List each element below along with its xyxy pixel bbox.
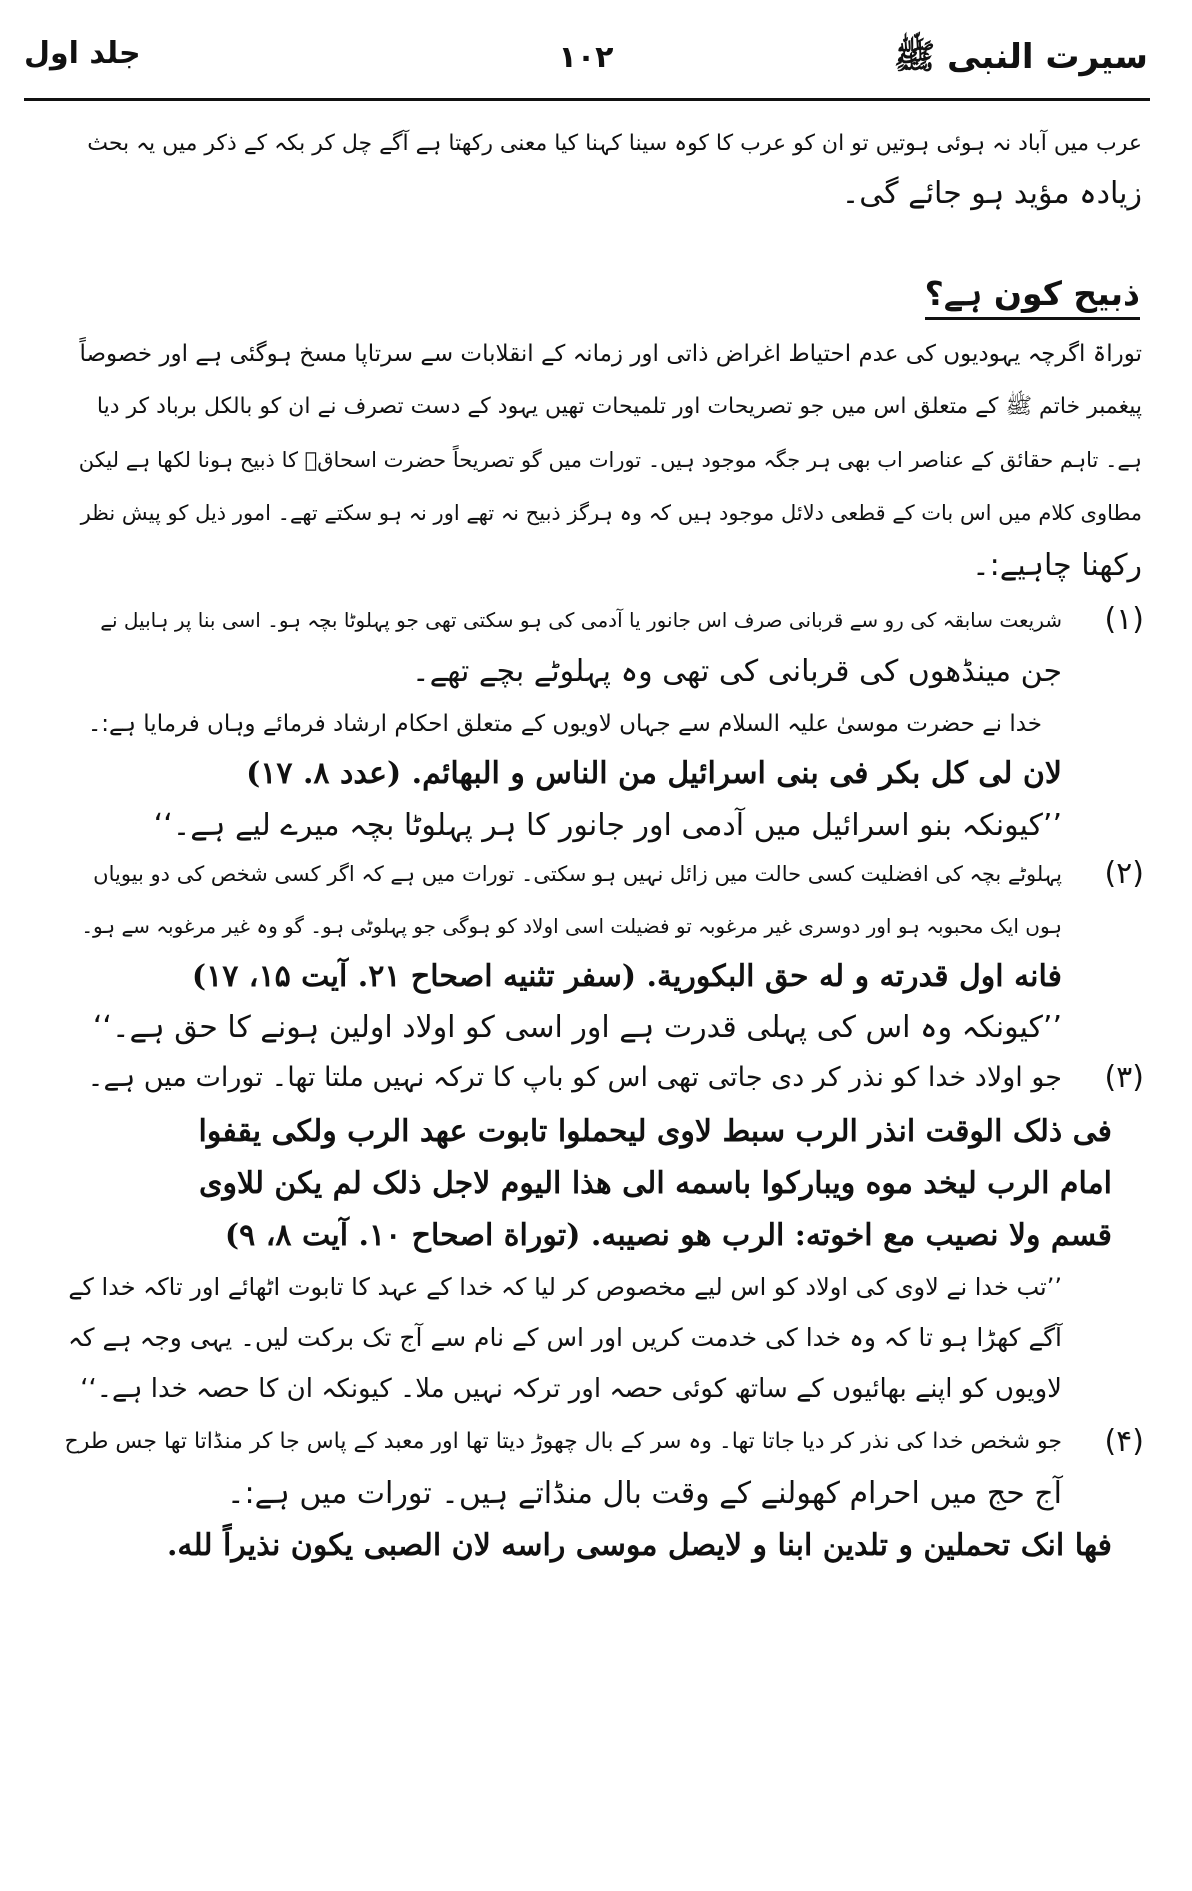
item-2-line-2: ہوں ایک محبوبہ ہو اور دوسری غیر مرغوبہ تو فضیلت اسی اولاد کو ہوگی جو پہلوٹی ہو۔ گو وہ غیر مرغوبہ سے ہو۔ — [81, 914, 1062, 938]
item-number: (۱) — [1104, 602, 1144, 637]
paragraph-line-1: توراۃ اگرچہ یہودیوں کی عدم احتیاط اغراض ذاتی اور زمانہ کے انقلابات سے سرتاپا مسخ ہوگئی ہے اور خصوصاً — [79, 341, 1142, 367]
paragraph-line-3: ہے۔ تاہم حقائق کے عناصر اب بھی ہر جگہ موجود ہیں۔ تورات میں گو تصریحاً حضرت اسحاقؑ کا ذبیح ہونا لکھا ہے لیکن — [78, 448, 1142, 472]
item-number: (۴) — [1104, 1424, 1144, 1459]
paragraph-line-2: پیغمبر خاتم ﷺ کے متعلق اس میں جو تصریحات اور تلمیحات تھیں یہود کے دست تصرف نے ان کو بالکل برباد کر دیا — [96, 394, 1142, 419]
item-4-arabic-quote: فها انک تحملين و تلدين ابنا و لايصل موسی راسه لان الصبی يكون نذيراً لله. — [166, 1528, 1112, 1563]
intro-line-2: زیادہ مؤید ہو جائے گی۔ — [841, 176, 1142, 211]
header-divider — [24, 98, 1150, 101]
item-1-line-2: جن مینڈھوں کی قربانی کی تھی وہ پہلوٹے بچے تھے۔ — [412, 654, 1062, 689]
item-number: (۳) — [1104, 1060, 1144, 1095]
item-2-translation: ’’کیونکہ وہ اس کی پہلی قدرت ہے اور اسی کو اولاد اولین ہونے کا حق ہے۔‘‘ — [92, 1010, 1062, 1045]
item-1-line-1: شریعت سابقہ کی رو سے قربانی صرف اس جانور یا آدمی کی ہو سکتی تھی جو پہلوٹا بچہ ہو۔ اسی بنا پر ہابیل نے — [100, 608, 1062, 632]
item-3-translation-1: ’’تب خدا نے لاوی کی اولاد کو اس لیے مخصوص کر لیا کہ خدا کے عہد کا تابوت اٹھائے اور تاکہ خدا کے — [68, 1273, 1062, 1301]
running-title: سیرت النبی ﷺ — [894, 37, 1148, 77]
item-1-translation: ’’کیونکہ بنو اسرائیل میں آدمی اور جانور کا ہر پہلوٹا بچہ میرے لیے ہے۔‘‘ — [153, 808, 1062, 843]
intro-line-1: عرب میں آباد نہ ہوئی ہوتیں تو ان کو عرب کا کوہ سینا کہنا کیا معنی رکھتا ہے آگے چل کر بکہ کے ذکر میں یہ بحث — [87, 131, 1142, 156]
paragraph-line-5: رکھنا چاہیے:۔ — [972, 548, 1142, 583]
item-4-line-1: جو شخص خدا کی نذر کر دیا جاتا تھا۔ وہ سر کے بال چھوڑ دیتا تھا اور معبد کے پاس جا کر منڈاتا تھا جس طرح — [64, 1429, 1062, 1454]
item-3-translation-2: آگے کھڑا ہو تا کہ وہ خدا کی خدمت کریں اور اس کے نام سے آج تک برکت لیں۔ یہی وجہ ہے کہ — [67, 1323, 1062, 1352]
item-3-arabic-2: امام الرب ليخد موه ويباركوا باسمه الی هذا اليوم لاجل ذلک لم يكن للاوی — [198, 1166, 1112, 1201]
item-3-arabic-1: فی ذلک الوقت انذر الرب سبط لاوی ليحملوا تابوت عهد الرب ولكی يقفوا — [198, 1114, 1112, 1149]
paragraph-line-4: مطاوی کلام میں اس بات کے قطعی دلائل موجود ہیں کہ وہ ہرگز ذبیح نہ تھے اور نہ ہو سکتے تھے۔ امور ذیل کو پیش نظر — [80, 501, 1142, 525]
item-4-line-2: آج حج میں احرام کھولنے کے وقت بال منڈاتے ہیں۔ تورات میں ہے:۔ — [226, 1476, 1062, 1511]
item-3-arabic-3: قسم ولا نصيب مع اخوته: الرب هو نصيبه. (توراة اصحاح ۱۰. آيت ۸، ۹) — [224, 1218, 1112, 1253]
section-heading: ذبیح کون ہے؟ — [925, 274, 1140, 320]
item-number: (۲) — [1104, 856, 1144, 891]
page-number: ۱۰۲ — [558, 40, 614, 75]
item-3-line-1: جو اولاد خدا کو نذر کر دی جاتی تھی اس کو باپ کا ترکہ نہیں ملتا تھا۔ تورات میں ہے۔ — [87, 1062, 1062, 1093]
item-2-line-1: پہلوٹے بچہ کی افضلیت کسی حالت میں زائل نہیں ہو سکتی۔ تورات میں ہے کہ اگر کسی شخص کی دو بیویاں — [93, 862, 1062, 886]
item-3-translation-3: لاویوں کو اپنے بھائیوں کے ساتھ کوئی حصہ اور ترکہ نہیں ملا۔ کیونکہ ان کا حصہ خدا ہے۔‘‘ — [80, 1374, 1062, 1404]
item-1-line-3: خدا نے حضرت موسیٰ علیہ السلام سے جہاں لاویوں کے متعلق احکام ارشاد فرمائے وہاں فرمایا ہے:۔ — [87, 711, 1042, 737]
page-header — [24, 36, 1148, 100]
item-1-arabic-quote: لان لی کل بکر فی بنی اسرائیل من الناس و البهائم. (عدد ۸. ۱۷) — [246, 756, 1062, 791]
item-2-arabic-quote: فانه اول قدرته و له حق البکورية. (سفر تثنيه اصحاح ۲۱. آيت ۱۵، ۱۷) — [191, 959, 1062, 994]
volume-label: جلد اول — [24, 36, 141, 71]
